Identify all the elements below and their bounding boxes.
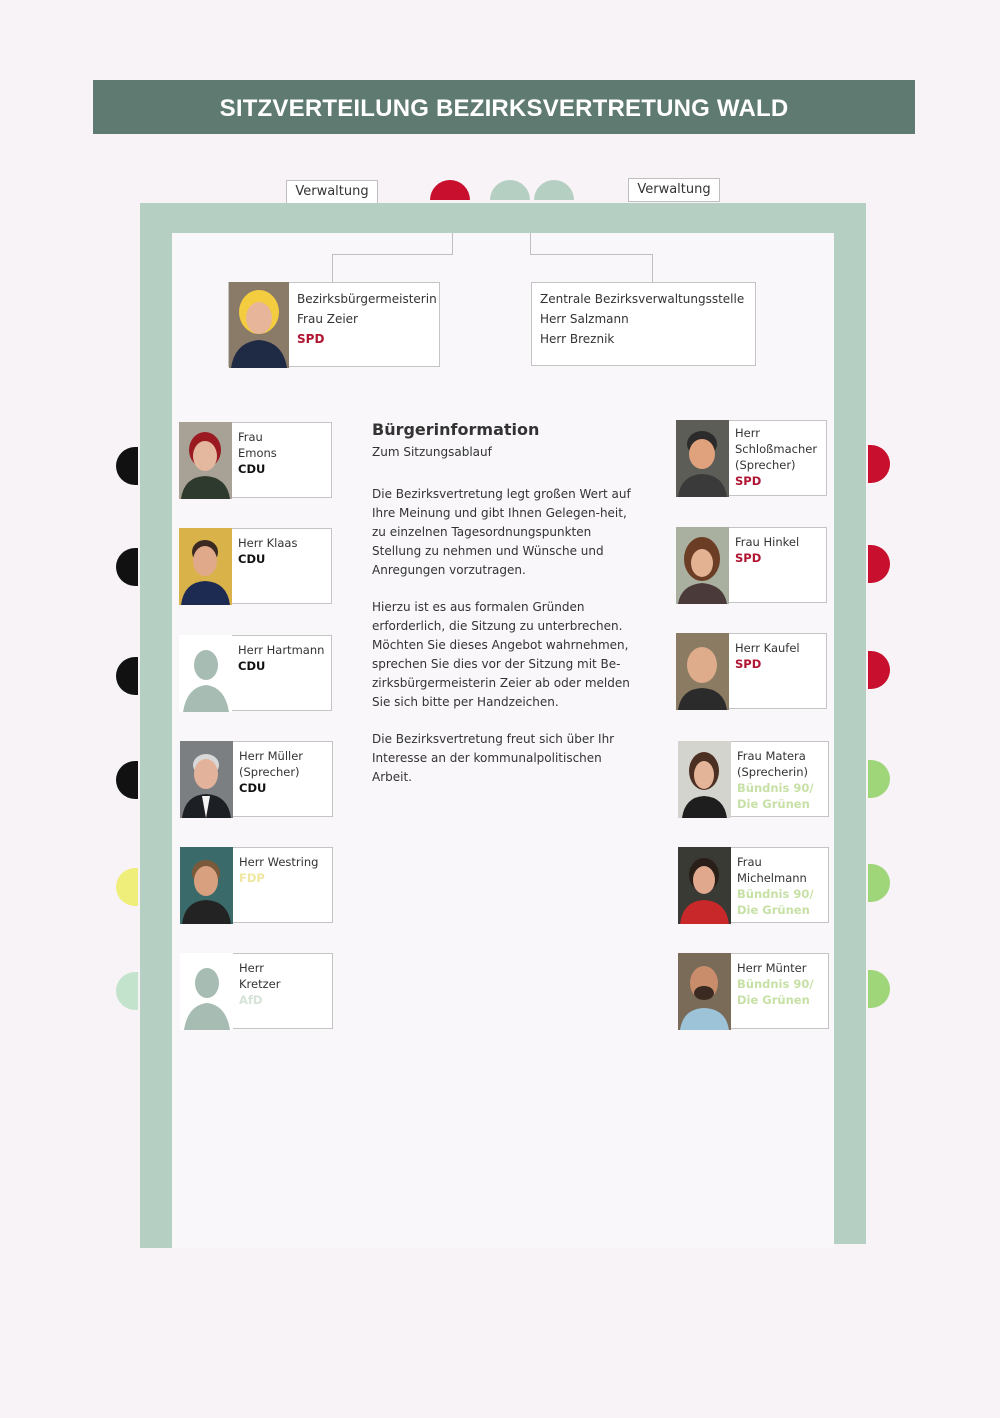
seat-right-gruene-1 [868,760,890,798]
member-card-hinkel [676,527,827,603]
member-name-line: Herr Westring [239,855,319,869]
mayor-role: Bezirksbürgermeisterin [297,292,437,306]
seat-top-spd [430,180,470,200]
member-photo-placeholder [180,953,233,1030]
member-card-schlossmacher [676,420,827,496]
member-party: CDU [238,659,266,673]
connector-line [652,254,653,282]
member-name-line: Herr Münter [737,961,807,975]
buergerinfo-paragraph-3: Die Bezirksvertretung freut sich über Ihr Interesse an der kommunalpolitischen Arbeit. [372,732,615,784]
member-name-line: (Sprecher) [735,458,796,472]
seat-right-spd-1 [868,445,890,483]
member-name-line: Frau [737,855,762,869]
member-name-line: Michelmann [737,871,807,885]
member-photo [678,741,731,818]
member-party: AfD [239,993,263,1007]
admin-title: Zentrale Bezirksverwaltungsstelle [540,292,745,306]
admin-box [531,282,756,366]
seat-right-spd-3 [868,651,890,689]
member-card-kaufel [676,633,827,709]
member-photo [676,527,729,604]
frame-top [140,203,864,233]
frame-right [834,203,866,1244]
member-name-line: (Sprecherin) [737,765,809,779]
member-party: Bündnis 90/ Die Grünen [737,781,814,811]
member-name-line: Herr Kaufel [735,641,800,655]
mayor-party: SPD [297,332,325,346]
page-title: SITZVERTEILUNG BEZIRKSVERTRETUNG WALD [93,80,915,134]
connector-line [452,233,453,255]
member-party: SPD [735,657,762,671]
seat-right-gruene-3 [868,970,890,1008]
member-name-line: Schloßmacher [735,442,818,456]
mayor-name: Frau Zeier [297,312,358,326]
member-photo [678,953,731,1030]
seat-top-admin-2 [534,180,574,200]
buergerinfo-subtitle: Zum Sitzungsablauf [372,445,492,459]
member-card-hartmann [179,635,332,711]
frame-left [140,203,172,1248]
seat-left-afd [116,972,138,1010]
member-name-line: Herr Hartmann [238,643,325,657]
member-card-westring [180,847,333,923]
seat-left-fdp [116,868,138,906]
member-name-line: Herr Klaas [238,536,298,550]
member-party: CDU [238,462,266,476]
buergerinfo-paragraph-2: Hierzu ist es aus formalen Gründen erforderlich, die Sitzung zu unterbrechen. Möchten Sie dieses Angebot wahrnehmen, sprechen Sie dies vor der Sitzung mit Be-zirksbürgermeisterin Zeier ab oder melden Sie sich bitte per Handzeichen. [372,600,630,709]
member-photo [180,847,233,924]
member-name-line: Emons [238,446,277,460]
member-party: Bündnis 90/ Die Grünen [737,977,814,1007]
member-photo [180,741,233,818]
member-party: Bündnis 90/ Die Grünen [737,887,814,917]
member-card-muenter [678,953,829,1029]
member-party: FDP [239,871,265,885]
member-party: CDU [238,552,266,566]
seat-left-cdu-1 [116,447,138,485]
seat-left-cdu-4 [116,761,138,799]
member-name-line: Frau Hinkel [735,535,800,549]
seat-right-spd-2 [868,545,890,583]
admin-person-1: Herr Salzmann [540,312,629,326]
member-card-matera [678,741,829,817]
buergerinfo-title: Bürgerinformation [372,420,540,439]
mayor-box [228,282,440,367]
member-photo [676,420,729,497]
member-photo-placeholder [179,635,232,712]
member-name-line: Herr [239,961,264,975]
member-card-klaas [179,528,332,604]
connector-line [530,233,531,255]
seat-left-cdu-2 [116,548,138,586]
connector-line [530,254,652,255]
seat-right-gruene-2 [868,864,890,902]
member-name-line: Herr [735,426,760,440]
member-name-line: Frau Matera [737,749,806,763]
member-party: SPD [735,474,762,488]
member-name-line: (Sprecher) [239,765,300,779]
member-card-mueller [180,741,333,817]
member-photo [678,847,731,924]
member-card-michelmann [678,847,829,923]
seat-left-cdu-3 [116,657,138,695]
member-party: SPD [735,551,762,565]
tag-verwaltung-right: Verwaltung [628,178,720,202]
member-photo [179,528,232,605]
member-name-line: Kretzer [239,977,281,991]
connector-line [332,254,453,255]
member-name-line: Frau [238,430,263,444]
connector-line [332,254,333,282]
member-card-emons [179,422,332,498]
member-photo [676,633,729,710]
tag-verwaltung-left: Verwaltung [286,180,378,204]
seat-top-admin-1 [490,180,530,200]
member-name-line: Herr Müller [239,749,304,763]
admin-person-2: Herr Breznik [540,332,615,346]
buergerinfo-paragraph-1: Die Bezirksvertretung legt großen Wert auf Ihre Meinung und gibt Ihnen Gelegen-heit, zu einzelnen Tagesordnungspunkten Stellung zu nehmen und Wünsche und Anregungen vorzutragen. [372,487,631,577]
mayor-photo [228,282,290,368]
member-photo [179,422,232,499]
member-card-kretzer [180,953,333,1029]
member-party: CDU [239,781,267,795]
